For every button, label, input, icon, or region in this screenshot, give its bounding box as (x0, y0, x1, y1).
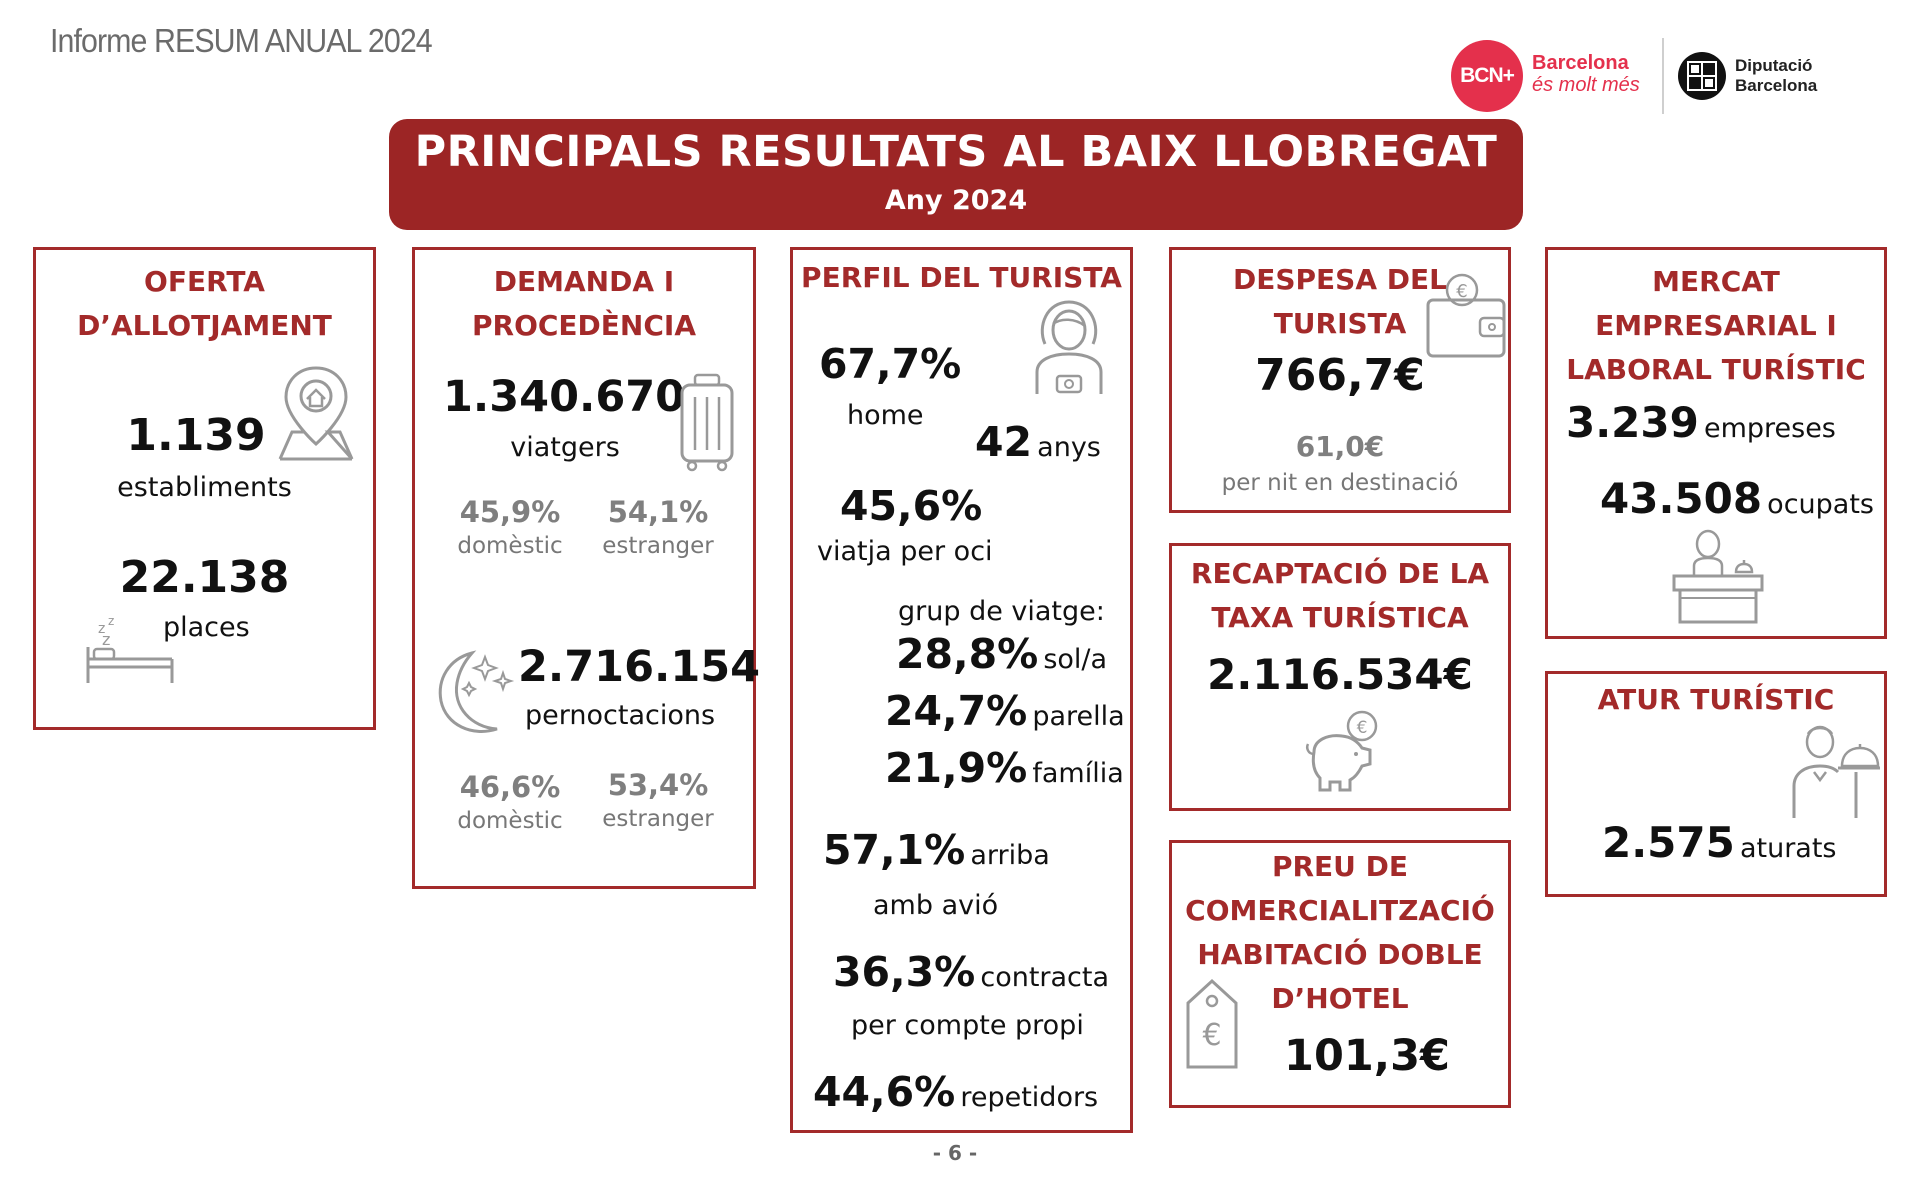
atur-line (1602, 818, 1837, 867)
card-despesa-turista (1169, 247, 1511, 513)
diputacio-logo-icon (1678, 52, 1726, 100)
taxa-value: 2.116.534€ (1207, 650, 1473, 699)
establiments-value: 1.139 (126, 410, 266, 461)
ocupats-label: ocupats (1767, 489, 1874, 520)
diputacio-logo-name: Diputació Barcelona (1735, 56, 1818, 95)
pern-foreign-pct: 53,4% (607, 768, 709, 802)
despesa-heading: DESPESA DEL TURISTA (1233, 263, 1447, 340)
sol-pct: 28,8% (896, 630, 1039, 678)
wallet-euro-icon (1422, 270, 1508, 360)
atur-value: 2.575 (1602, 818, 1735, 867)
card-mercat-empresarial (1545, 247, 1887, 639)
parella-line (885, 687, 1125, 735)
avio-pct: 57,1% (823, 826, 966, 874)
bcn-logo: BCN+ (1451, 40, 1523, 112)
familia-label: família (1032, 758, 1124, 789)
taxa-heading: RECAPTACIÓ DE LA TAXA TURÍSTICA (1190, 557, 1490, 634)
viatgers-label: viatgers (510, 432, 620, 463)
viatgers-domestic-label: domèstic (457, 533, 563, 559)
svg-text:z: z (108, 615, 115, 628)
propi-pct: 36,3% (833, 948, 976, 996)
demanda-heading: DEMANDA I PROCEDÈNCIA (472, 265, 696, 342)
atur-heading: ATUR TURÍSTIC (1597, 683, 1835, 716)
viatgers-foreign-label: estranger (602, 533, 714, 559)
card-atur-turistic (1545, 671, 1887, 897)
svg-text:€: € (1456, 281, 1468, 302)
repetidors-label: repetidors (960, 1082, 1099, 1113)
oci-pct: 45,6% (840, 482, 983, 530)
perfil-heading: PERFIL DEL TURISTA (801, 261, 1122, 294)
pernoctacions-label: pernoctacions (525, 700, 716, 731)
parella-pct: 24,7% (885, 687, 1028, 735)
card-oferta-allotjament (33, 247, 376, 730)
report-title: Informe RESUM ANUAL 2024 (50, 22, 432, 59)
avio-label-1: arriba (970, 840, 1050, 871)
location-pin-icon (276, 362, 356, 462)
pern-domestic-label: domèstic (457, 808, 563, 834)
home-pct: 67,7% (819, 340, 962, 388)
establiments-label: establiments (117, 472, 292, 503)
pern-domestic-pct: 46,6% (459, 770, 561, 804)
empreses-label: empreses (1703, 413, 1836, 444)
card-demanda-procedencia (412, 247, 761, 889)
logo-divider (1662, 38, 1664, 114)
age-value: 42 (975, 418, 1033, 466)
propi-line (833, 948, 1109, 996)
age-line (975, 418, 1101, 466)
repetidors-pct: 44,6% (813, 1068, 956, 1116)
age-label: anys (1037, 432, 1101, 463)
grup-label: grup de viatge: (898, 596, 1105, 627)
familia-pct: 21,9% (885, 744, 1028, 792)
sol-line (896, 630, 1107, 678)
banner-subtitle: Any 2024 (884, 185, 1028, 216)
bcn-logo-tagline: és molt més (1532, 74, 1640, 96)
pernoctacions-value: 2.716.154 (518, 642, 761, 692)
despesa-per-night-label: per nit en destinació (1221, 470, 1459, 496)
suitcase-icon (677, 372, 737, 472)
oferta-heading: OFERTA D’ALLOTJAMENT (77, 265, 332, 342)
card-preu-habitacio (1169, 840, 1511, 1108)
avio-line (823, 826, 1050, 874)
despesa-value: 766,7€ (1255, 350, 1425, 401)
mercat-heading: MERCAT EMPRESARIAL I LABORAL TURÍSTIC (1566, 265, 1866, 386)
page-number: - 6 - (932, 1141, 978, 1165)
home-label: home (847, 400, 924, 431)
propi-label-2: per compte propi (851, 1010, 1084, 1041)
preu-heading: PREU DE COMERCIALITZACIÓ HABITACIÓ DOBLE D’HOTEL (1185, 850, 1495, 1015)
oci-label: viatja per oci (817, 536, 993, 567)
avio-label-2: amb avió (873, 890, 999, 921)
svg-text:€: € (1202, 1018, 1222, 1053)
empreses-value: 3.239 (1566, 398, 1699, 447)
parella-label: parella (1032, 701, 1125, 732)
banner-title: PRINCIPALS RESULTATS AL BAIX LLOBREGAT (414, 127, 1498, 177)
ocupats-value: 43.508 (1600, 474, 1763, 523)
despesa-per-night-value: 61,0€ (1295, 430, 1385, 463)
card-taxa-turistica (1169, 543, 1511, 811)
svg-text:€: € (1356, 718, 1368, 738)
sol-label: sol/a (1043, 644, 1108, 675)
repetidors-line (813, 1068, 1098, 1116)
preu-value: 101,3€ (1284, 1031, 1450, 1081)
card-perfil-turista (790, 247, 1133, 1133)
svg-text:z: z (102, 630, 111, 649)
pern-foreign-label: estranger (602, 806, 714, 832)
familia-line (885, 744, 1124, 792)
ocupats-line (1600, 474, 1874, 523)
piggy-bank-euro-icon (1300, 706, 1390, 796)
svg-text:z: z (98, 621, 106, 637)
places-label: places (163, 612, 250, 643)
price-tag-euro-icon (1180, 973, 1244, 1073)
empreses-line (1566, 398, 1836, 447)
moon-stars-icon (427, 645, 519, 740)
viatgers-domestic-pct: 45,9% (459, 495, 561, 529)
places-value: 22.138 (119, 552, 290, 603)
viatgers-value: 1.340.670 (443, 372, 686, 422)
atur-label: aturats (1739, 833, 1837, 864)
waiter-cloche-icon (1788, 720, 1880, 820)
bcn-logo-name: Barcelona (1532, 52, 1629, 74)
propi-label-1: contracta (980, 962, 1110, 993)
title-banner (389, 119, 1523, 230)
woman-tourist-icon (1031, 296, 1107, 396)
viatgers-foreign-pct: 54,1% (607, 495, 709, 529)
receptionist-desk-icon (1668, 526, 1768, 626)
